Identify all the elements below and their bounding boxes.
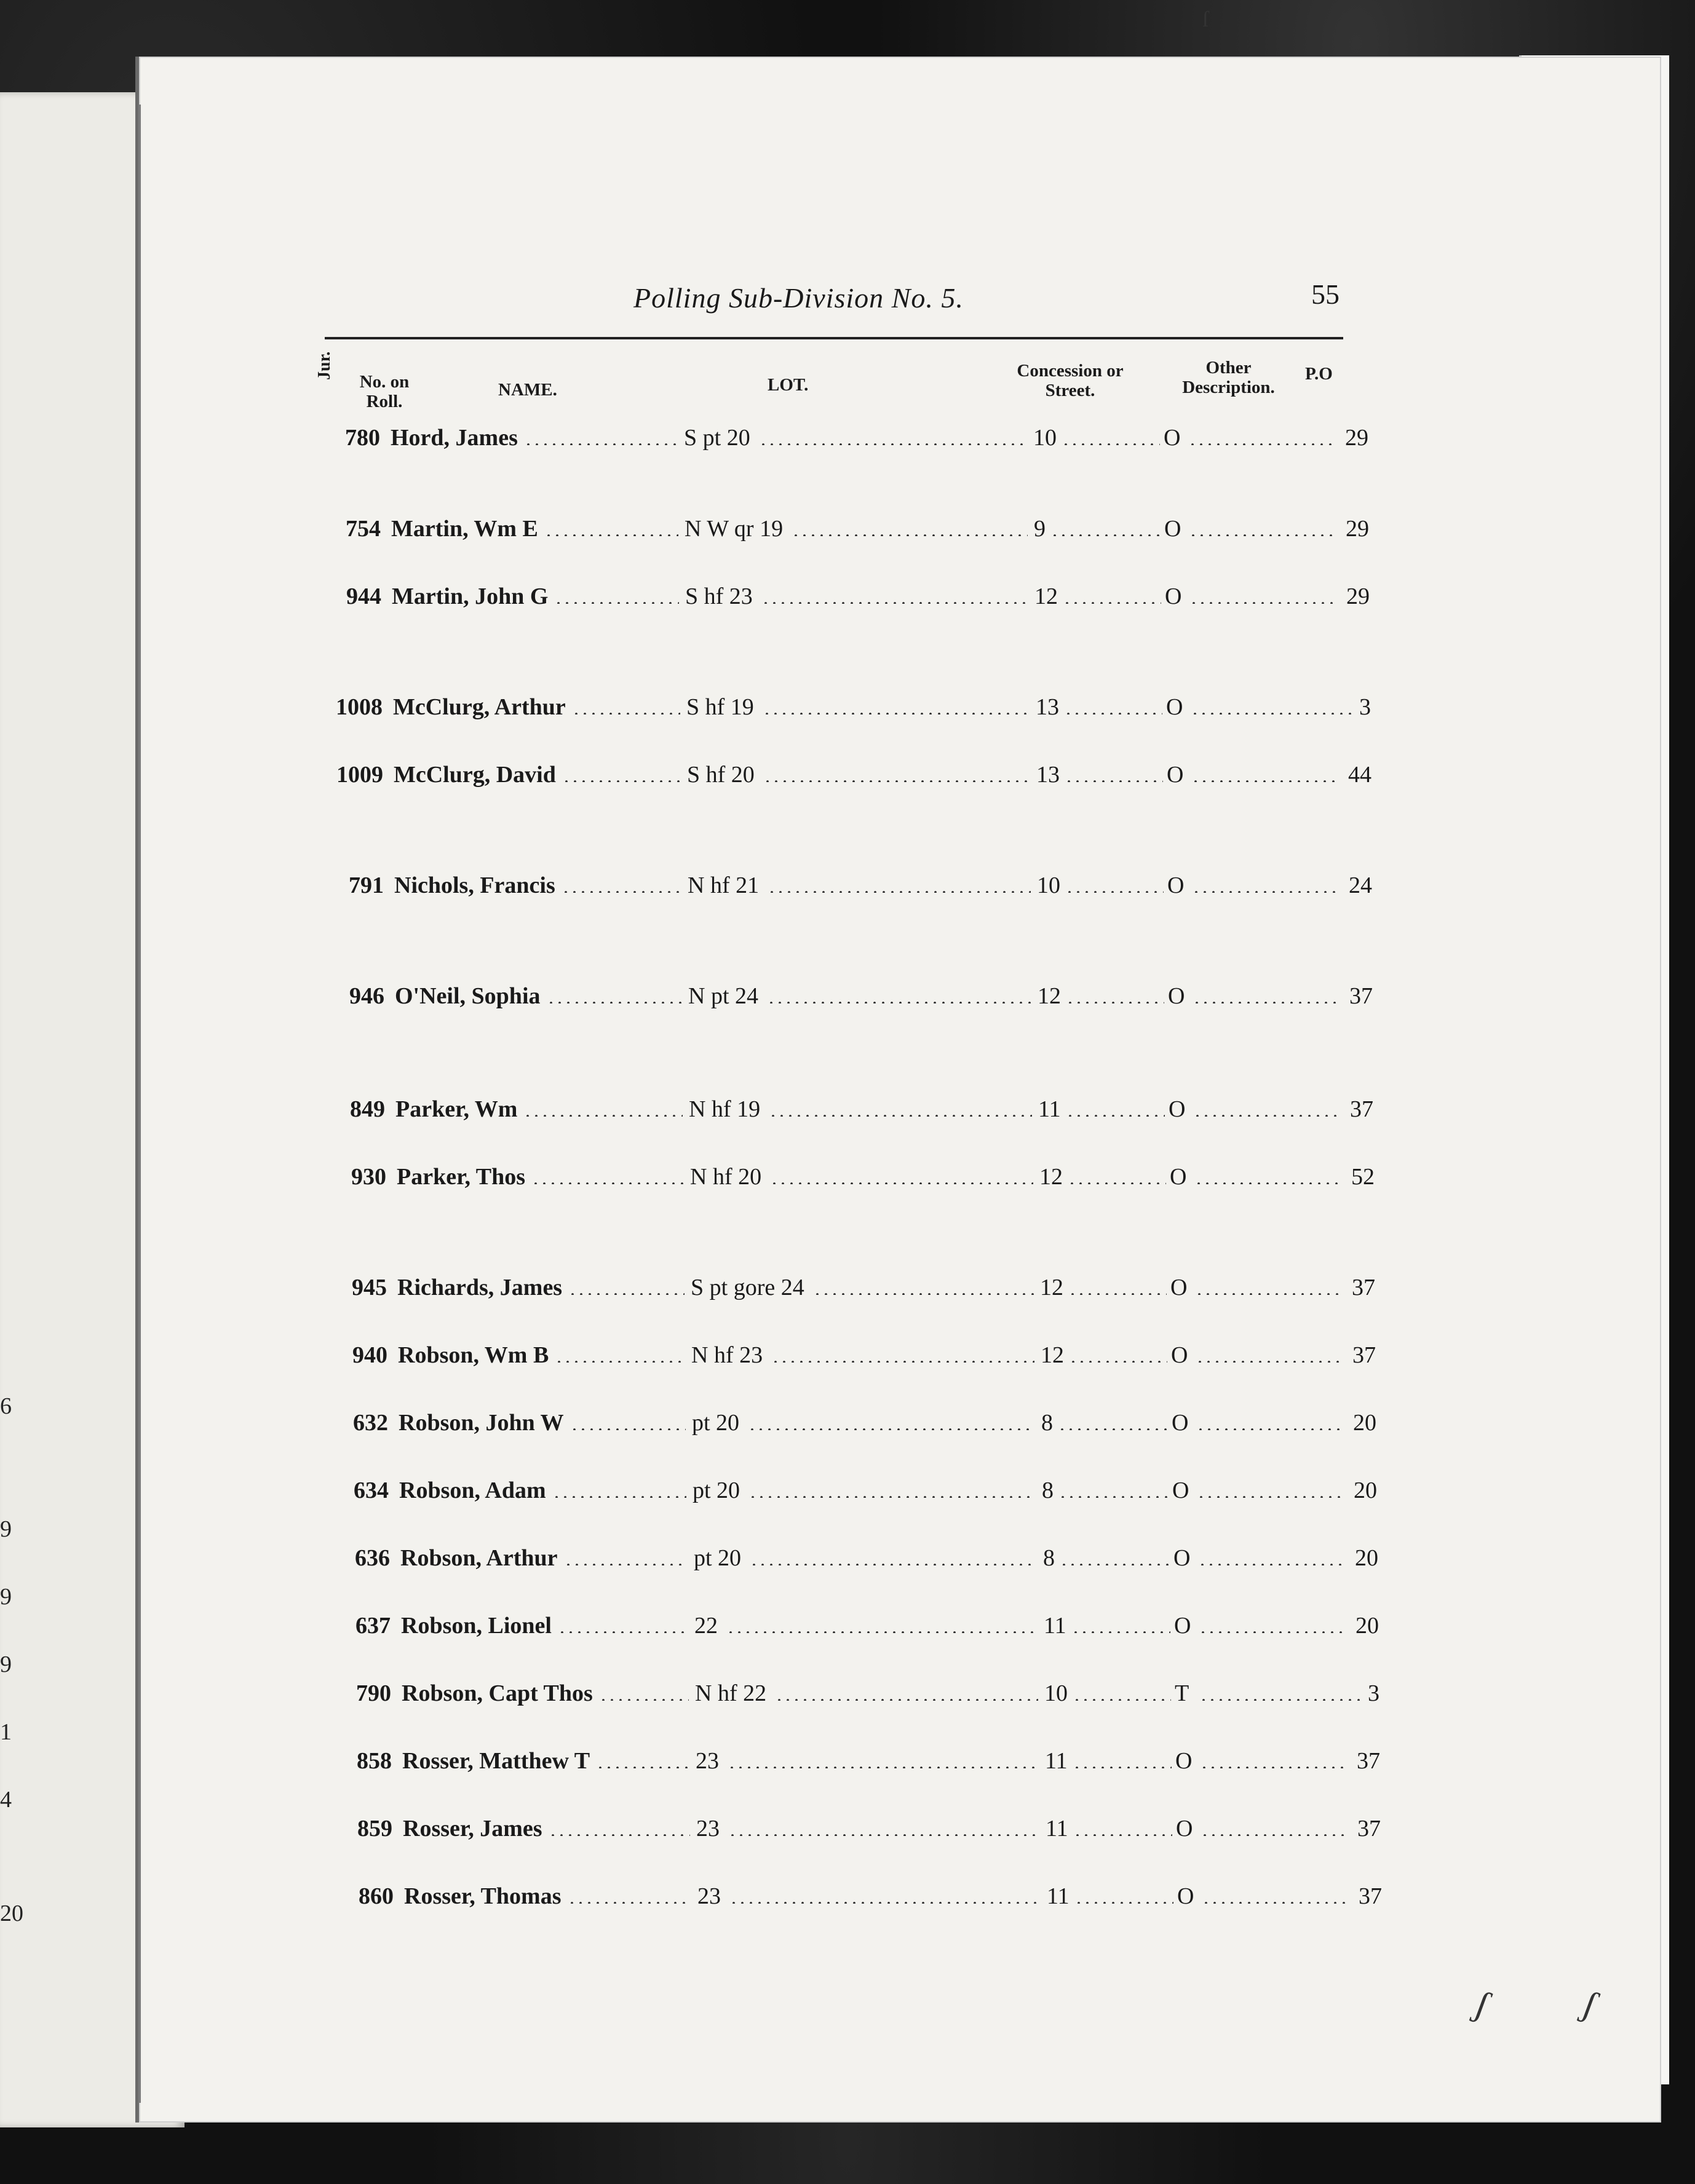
other-description: O: [1176, 1816, 1193, 1842]
lot-description: S hf 23: [685, 584, 753, 609]
voter-name: McClurg, Arthur: [393, 694, 566, 720]
table-row: [312, 983, 1394, 1012]
post-office-number: 29: [1346, 584, 1370, 609]
lot-description: S hf 19: [686, 694, 754, 720]
post-office-number: 29: [1345, 425, 1368, 451]
leader-dots: [1199, 1631, 1347, 1633]
table-row: [314, 1274, 1397, 1304]
leader-dots: [1058, 1428, 1168, 1430]
concession-number: 10: [1033, 425, 1057, 451]
column-header-name: NAME.: [498, 380, 557, 400]
lot-description: N pt 24: [688, 983, 758, 1009]
lot-description: S pt gore 24: [691, 1275, 804, 1300]
header-rule: [325, 337, 1343, 339]
other-description: O: [1173, 1545, 1191, 1571]
post-office-number: 20: [1356, 1613, 1379, 1639]
other-description: O: [1167, 762, 1184, 788]
leader-dots: [531, 1182, 684, 1184]
lot-description: N hf 21: [688, 872, 760, 898]
roll-number: 944: [346, 584, 381, 609]
lot-description: 23: [696, 1748, 719, 1774]
other-description: O: [1164, 425, 1181, 451]
post-office-number: 37: [1350, 1096, 1373, 1122]
voter-name: O'Neil, Sophia: [395, 983, 541, 1009]
column-header-concession: Concession or Street.: [1017, 361, 1124, 400]
leader-dots: [562, 780, 681, 782]
other-description: O: [1175, 1748, 1193, 1774]
table-row: [314, 1163, 1396, 1193]
leader-dots: [1189, 534, 1337, 536]
post-office-number: 20: [1355, 1545, 1378, 1571]
leader-dots: [1074, 1901, 1173, 1904]
table-row: [309, 583, 1391, 612]
leader-dots: [1062, 443, 1160, 445]
leader-dots: [748, 1428, 1035, 1430]
leader-dots: [761, 601, 1028, 604]
roll-number: 637: [355, 1613, 391, 1639]
leader-dots: [523, 1114, 683, 1117]
table-row: [310, 694, 1392, 723]
roll-number: 636: [355, 1545, 390, 1571]
leader-dots: [555, 1360, 685, 1363]
roll-number: 1009: [336, 762, 383, 788]
leader-dots: [1073, 1766, 1172, 1768]
post-office-number: 20: [1353, 1410, 1376, 1436]
leader-dots: [1064, 712, 1162, 714]
roll-number: 859: [357, 1816, 392, 1842]
column-header-lot: LOT.: [768, 375, 809, 395]
leader-dots: [1198, 1563, 1346, 1565]
table-row: [311, 761, 1393, 791]
leader-dots: [564, 1563, 688, 1565]
other-description: O: [1167, 872, 1185, 898]
page-title: Polling Sub-Division No. 5.: [633, 282, 964, 314]
facing-page-fragment: 1: [0, 1719, 12, 1745]
register-page: [135, 57, 1661, 2123]
other-description: O: [1164, 516, 1181, 542]
lot-description: pt 20: [692, 1410, 740, 1436]
binding-line: [138, 105, 141, 2103]
roll-number: 1008: [336, 694, 383, 720]
post-office-number: 52: [1351, 1164, 1375, 1190]
leader-dots: [748, 1495, 1036, 1498]
voter-name: Robson, John W: [399, 1410, 564, 1436]
voter-name: Robson, Lionel: [401, 1613, 552, 1639]
table-row: [312, 1096, 1395, 1125]
other-description: O: [1168, 983, 1185, 1009]
leader-dots: [1195, 1292, 1343, 1295]
concession-number: 12: [1038, 983, 1061, 1009]
lot-description: 23: [697, 1883, 721, 1909]
leader-dots: [1194, 1182, 1343, 1184]
leader-dots: [770, 1182, 1033, 1184]
column-header-po: P.O: [1305, 364, 1333, 384]
leader-dots: [1197, 1495, 1345, 1498]
table-row: [321, 1883, 1403, 1912]
voter-name: Martin, Wm E: [391, 516, 538, 542]
table-row: [311, 872, 1394, 901]
leader-dots: [552, 1495, 686, 1498]
leader-dots: [1193, 1001, 1341, 1003]
roll-number: 930: [351, 1164, 386, 1190]
concession-number: 13: [1036, 762, 1060, 788]
voter-name: Richards, James: [397, 1275, 563, 1300]
other-description: O: [1171, 1342, 1188, 1368]
leader-dots: [1065, 780, 1163, 782]
concession-number: 11: [1038, 1096, 1061, 1122]
scan-mark: ſ: [1202, 7, 1209, 31]
leader-dots: [1191, 780, 1340, 782]
lot-description: S hf 20: [687, 762, 755, 788]
voter-name: Rosser, James: [403, 1816, 542, 1842]
concession-number: 11: [1045, 1748, 1068, 1774]
lot-description: pt 20: [694, 1545, 742, 1571]
leader-dots: [1201, 1834, 1349, 1836]
concession-number: 11: [1044, 1613, 1066, 1639]
roll-number: 754: [346, 516, 381, 542]
lot-description: 23: [696, 1816, 720, 1842]
voter-name: Parker, Wm: [395, 1096, 518, 1122]
other-description: O: [1172, 1410, 1189, 1436]
other-description: O: [1169, 1096, 1186, 1122]
leader-dots: [1200, 1766, 1348, 1768]
leader-dots: [1065, 890, 1164, 893]
leader-dots: [775, 1698, 1038, 1701]
concession-number: 8: [1043, 1545, 1055, 1571]
leader-dots: [1188, 443, 1336, 445]
leader-dots: [729, 1901, 1041, 1904]
other-description: O: [1170, 1164, 1187, 1190]
other-description: O: [1166, 694, 1183, 720]
roll-number: 632: [353, 1410, 388, 1436]
facing-page-fragment: 9: [0, 1584, 12, 1610]
leader-dots: [1071, 1631, 1170, 1633]
leader-dots: [728, 1766, 1039, 1768]
post-office-number: 29: [1346, 516, 1369, 542]
roll-number: 858: [357, 1748, 392, 1774]
leader-dots: [524, 443, 678, 445]
leader-dots: [1189, 601, 1338, 604]
voter-name: Nichols, Francis: [394, 872, 555, 898]
column-header-other-description: Other Description.: [1182, 358, 1275, 397]
leader-dots: [1191, 712, 1352, 714]
leader-dots: [1068, 1182, 1166, 1184]
leader-dots: [1193, 1114, 1341, 1117]
voter-name: Robson, Arthur: [400, 1545, 558, 1571]
concession-number: 9: [1034, 516, 1046, 542]
lot-description: N hf 22: [695, 1680, 767, 1706]
concession-number: 12: [1039, 1164, 1063, 1190]
lot-description: pt 20: [693, 1478, 740, 1503]
leader-dots: [1063, 601, 1161, 604]
roll-number: 940: [352, 1342, 387, 1368]
leader-dots: [763, 780, 1030, 782]
roll-number: 945: [352, 1275, 387, 1300]
concession-number: 12: [1040, 1275, 1063, 1300]
concession-number: 8: [1042, 1478, 1054, 1503]
facing-page-fragment: 20: [0, 1901, 23, 1926]
concession-number: 11: [1047, 1883, 1070, 1909]
other-description: O: [1165, 584, 1182, 609]
leader-dots: [750, 1563, 1037, 1565]
leader-dots: [1199, 1698, 1361, 1701]
leader-dots: [813, 1292, 1034, 1295]
leader-dots: [763, 712, 1030, 714]
voter-name: Robson, Wm B: [398, 1342, 549, 1368]
column-header-no-on-roll: No. on Roll.: [359, 372, 410, 411]
table-row: [316, 1477, 1399, 1506]
lot-description: N W qr 19: [685, 516, 784, 542]
lot-description: N hf 19: [689, 1096, 761, 1122]
concession-number: 12: [1034, 584, 1058, 609]
leader-dots: [1066, 1001, 1164, 1003]
leader-dots: [554, 601, 679, 604]
leader-dots: [1058, 1495, 1169, 1498]
lot-description: 22: [694, 1613, 718, 1639]
leader-dots: [544, 534, 678, 536]
roll-number: 780: [345, 425, 380, 451]
facing-page-fragment: 4: [0, 1787, 12, 1813]
facing-page-fragment: 6: [0, 1393, 12, 1419]
facing-page-fragment: 9: [0, 1516, 12, 1542]
voter-name: Hord, James: [391, 425, 518, 451]
roll-number: 790: [356, 1680, 391, 1706]
post-office-number: 44: [1348, 762, 1371, 788]
leader-dots: [728, 1834, 1039, 1836]
leader-dots: [562, 890, 681, 893]
post-office-number: 37: [1357, 1748, 1380, 1774]
leader-dots: [1202, 1901, 1350, 1904]
leader-dots: [767, 1001, 1031, 1003]
roll-number: 791: [349, 872, 384, 898]
voter-name: Robson, Adam: [399, 1478, 546, 1503]
leader-dots: [1196, 1428, 1344, 1430]
post-office-number: 20: [1354, 1478, 1377, 1503]
roll-number: 634: [354, 1478, 389, 1503]
roll-number: 946: [349, 983, 384, 1009]
table-row: [308, 515, 1391, 545]
voter-name: Martin, John G: [392, 584, 549, 609]
other-description: O: [1172, 1478, 1189, 1503]
leader-dots: [596, 1766, 689, 1768]
voter-name: McClurg, David: [394, 762, 556, 788]
table-row: [319, 1680, 1401, 1709]
table-row: [320, 1815, 1402, 1845]
facing-page-fragment: 9: [0, 1652, 12, 1677]
leader-dots: [1069, 1360, 1167, 1363]
leader-dots: [1060, 1563, 1170, 1565]
post-office-number: 3: [1359, 694, 1371, 720]
scan-mark-bottom-2: ʃ: [1577, 1982, 1603, 2025]
concession-number: 10: [1037, 872, 1060, 898]
leader-dots: [1192, 890, 1340, 893]
leader-dots: [1066, 1114, 1165, 1117]
post-office-number: 3: [1368, 1680, 1379, 1706]
roll-number: 849: [350, 1096, 385, 1122]
table-row: [316, 1409, 1398, 1439]
leader-dots: [1073, 1698, 1171, 1701]
leader-dots: [726, 1631, 1038, 1633]
leader-dots: [572, 712, 680, 714]
concession-number: 13: [1036, 694, 1059, 720]
voter-name: Robson, Capt Thos: [402, 1680, 593, 1706]
voter-name: Rosser, Thomas: [404, 1883, 562, 1909]
table-row: [308, 424, 1390, 454]
lot-description: S pt 20: [684, 425, 750, 451]
leader-dots: [792, 534, 1028, 536]
leader-dots: [769, 1114, 1032, 1117]
table-row: [317, 1545, 1400, 1574]
lot-description: N hf 23: [691, 1342, 763, 1368]
concession-number: 12: [1041, 1342, 1064, 1368]
leader-dots: [1073, 1834, 1172, 1836]
voter-name: Parker, Thos: [397, 1164, 526, 1190]
scan-mark-bottom-1: ʃ: [1469, 1982, 1495, 2025]
leader-dots: [558, 1631, 688, 1633]
page-number: 55: [1311, 279, 1340, 310]
leader-dots: [768, 890, 1031, 893]
column-header-jur: Jur.: [315, 351, 334, 380]
post-office-number: 37: [1352, 1275, 1375, 1300]
leader-dots: [1050, 534, 1161, 536]
leader-dots: [599, 1698, 689, 1701]
concession-number: 11: [1046, 1816, 1068, 1842]
concession-number: 8: [1041, 1410, 1053, 1436]
leader-dots: [1068, 1292, 1167, 1295]
post-office-number: 37: [1359, 1883, 1382, 1909]
other-description: O: [1174, 1613, 1191, 1639]
post-office-number: 37: [1349, 983, 1373, 1009]
leader-dots: [759, 443, 1027, 445]
leader-dots: [1196, 1360, 1344, 1363]
leader-dots: [549, 1834, 690, 1836]
leader-dots: [568, 1901, 692, 1904]
other-description: O: [1170, 1275, 1188, 1300]
table-row: [315, 1342, 1397, 1371]
post-office-number: 37: [1357, 1816, 1381, 1842]
other-description: T: [1175, 1680, 1189, 1706]
table-row: [319, 1747, 1402, 1777]
other-description: O: [1177, 1883, 1194, 1909]
lot-description: N hf 20: [690, 1164, 762, 1190]
roll-number: 860: [359, 1883, 394, 1909]
post-office-number: 24: [1349, 872, 1372, 898]
table-row: [318, 1612, 1400, 1642]
leader-dots: [771, 1360, 1034, 1363]
leader-dots: [568, 1292, 685, 1295]
concession-number: 10: [1044, 1680, 1068, 1706]
leader-dots: [547, 1001, 683, 1003]
leader-dots: [570, 1428, 686, 1430]
post-office-number: 37: [1352, 1342, 1376, 1368]
voter-name: Rosser, Matthew T: [402, 1748, 590, 1774]
